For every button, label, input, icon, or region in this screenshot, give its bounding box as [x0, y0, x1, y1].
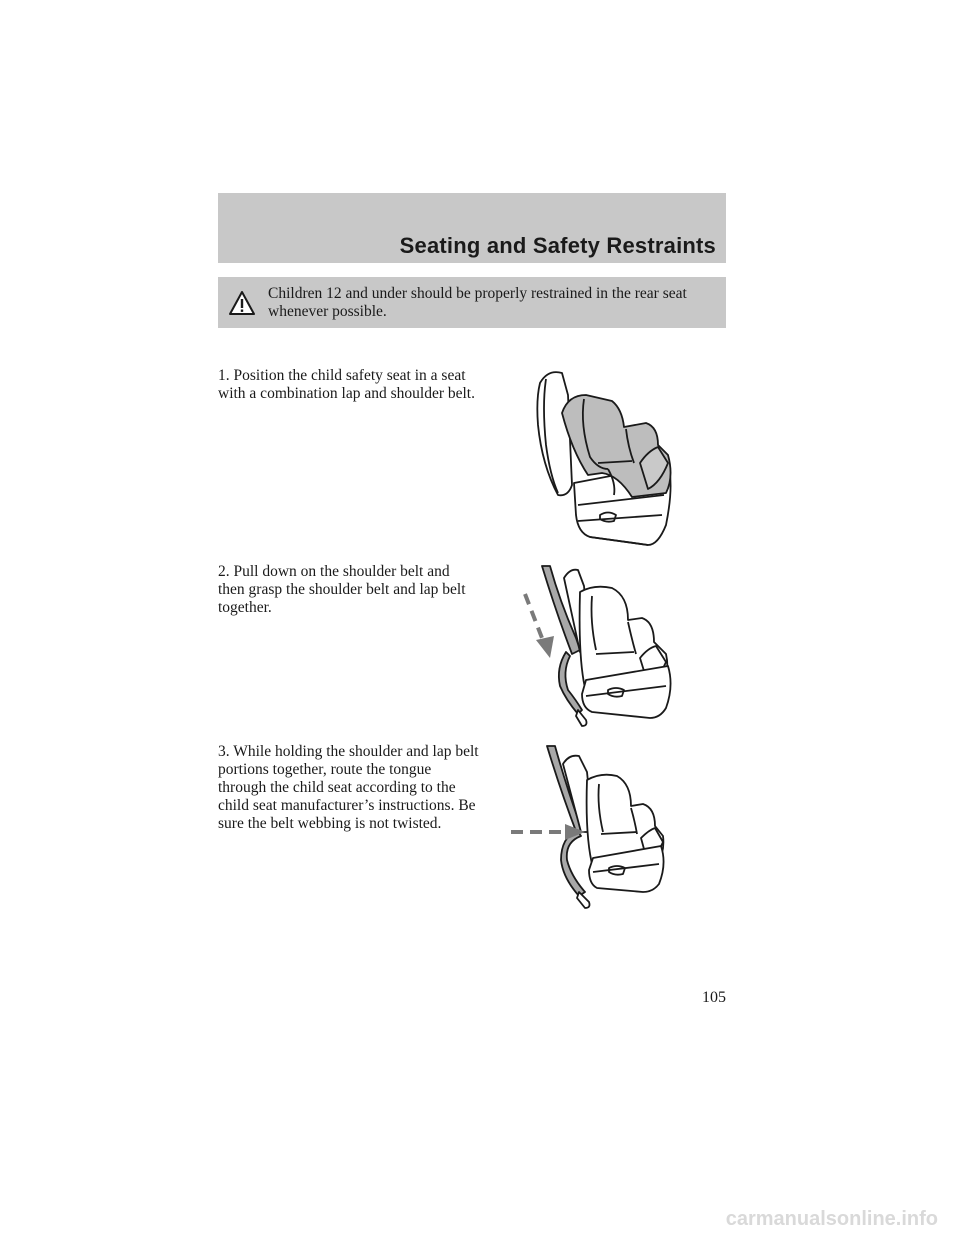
warning-text: Children 12 and under should be properly restrained in the rear seat whenever possible.: [268, 285, 687, 320]
step-1-text: 1. Position the child safety seat in a seat with a combination lap and shoulder belt.: [218, 367, 475, 402]
watermark-logo: [620, 1204, 940, 1232]
warning-triangle-icon: [228, 290, 256, 316]
page-number: 105: [702, 989, 726, 1006]
child-seat-in-vehicle-seat-illustration: [528, 365, 678, 550]
step-2-text: 2. Pull down on the shoulder belt and then grasp the shoulder belt and lap belt together.: [218, 563, 466, 616]
pull-shoulder-belt-illustration: [520, 562, 680, 730]
step-3-text: 3. While holding the shoulder and lap belt portions together, route the tongue through the child seat according to the child seat manufacturer’s instructions. Be sure the belt webbing is not twisted.: [218, 743, 479, 832]
route-belt-illustration: [505, 742, 675, 912]
section-header-band: [218, 193, 726, 263]
warning-box: [218, 277, 726, 328]
section-title: Seating and Safety Restraints: [399, 233, 716, 258]
svg-text:carmanualsonline.info: carmanualsonline.info: [725, 1208, 938, 1230]
